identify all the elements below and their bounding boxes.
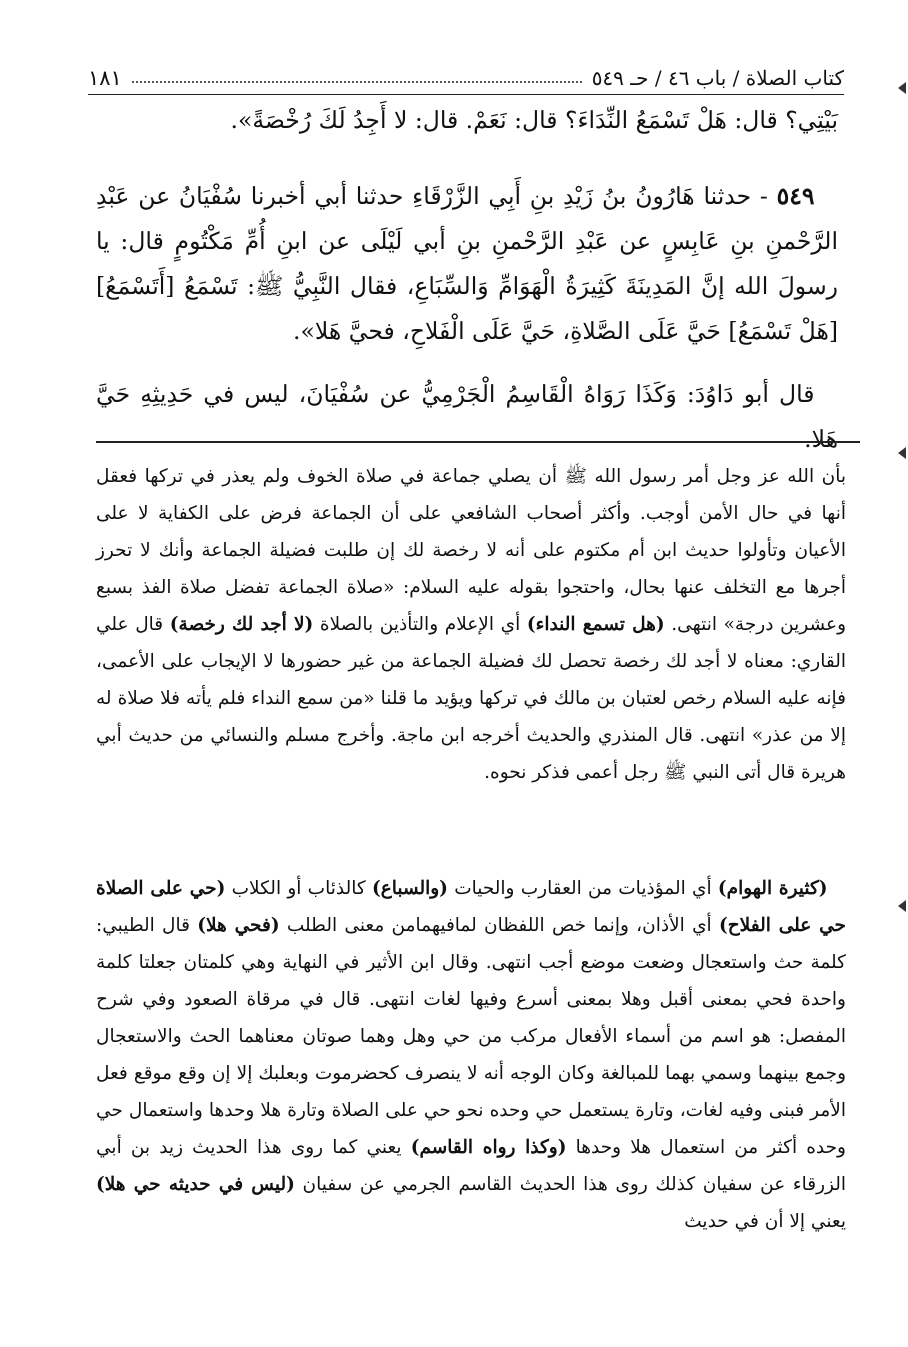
page-header bbox=[88, 58, 844, 95]
page-number: ١٨١ bbox=[88, 66, 122, 90]
hadith-text: - حدثنا هَارُونُ بنُ زَيْدِ بنِ أَبِي الزَّرْقَاءِ حدثنا أبي أخبرنا سُفْيَانُ عن عَبْدِ الرَّحْمنِ بنِ عَابِسٍ عن عَبْدِ الرَّحْمنِ بنِ أبي لَيْلَى عن ابنِ أُمِّ مَكْتُومٍ قال: يا رسولَ الله إنَّ المَدِينَةَ كَثِيرَةُ الْهَوَامِّ وَالسِّبَاعِ، فقال النَّبِيُّ ﷺ: تَسْمَعُ [أَتَسْمَعُ] [هَلْ تَسْمَعُ] حَيَّ عَلَى الصَّلاةِ، حَيَّ عَلَى الْفَلاحِ، فحيَّ هَلا». bbox=[96, 182, 838, 345]
edge-marker-icon bbox=[898, 82, 906, 94]
hadith-549 bbox=[96, 174, 838, 354]
commentary-paragraph-2 bbox=[96, 870, 846, 1240]
hadith-continuation bbox=[96, 98, 838, 143]
abu-dawud-note-text: قال أبو دَاوُدَ: وَكَذَا رَوَاهُ الْقَاسِمُ الْجَرْمِيُّ عن سُفْيَانَ، ليس في حَدِيثِهِ حَيَّ هَلا. bbox=[96, 380, 838, 453]
commentary-lemma: (كثيرة الهوام) bbox=[717, 878, 828, 899]
hadith-continuation-text: بَيْتِي؟ قال: هَلْ تَسْمَعُ النِّدَاءَ؟ قال: نَعَمْ. قال: لا أَجِدُ لَكَ رُخْصَةً». bbox=[230, 106, 838, 134]
commentary-text: قال علي القاري: معناه لا أجد لك رخصة تحصل لك فضيلة الجماعة من غير حضورها لا الإيجاب على الأعمى، فإنه عليه السلام رخص لعتبان بن مالك في تركها ويؤيد ما قلنا «من سمع النداء فلم يأته فلا صلاة له إلا من عذر» انتهى. قال المنذري والحديث أخرجه ابن ماجة. وأخرج مسلم والنسائي من حديث أبي هريرة قال أتى النبي ﷺ رجل أعمى فذكر نحوه. bbox=[96, 614, 846, 783]
commentary-text: بأن الله عز وجل أمر رسول الله ﷺ أن يصلي جماعة في صلاة الخوف ولم يعذر في تركها فعقل أنها في حال الأمن أوجب. وأكثر أصحاب الشافعي على أن الجماعة فرض على الكفاية لا على الأعيان وتأولوا حديث ابن أم مكتوم على أنه لا رخصة لك إن طلبت فضيلة الجماعة وأنك لا تحرز أجرها مع التخلف عنها بحال، واحتجوا بقوله عليه السلام: «صلاة الجماعة تفضل صلاة الفذ بسبع وعشرين درجة» انتهى. bbox=[96, 466, 846, 635]
running-title: كتاب الصلاة / باب ٤٦ / حـ ٥٤٩ bbox=[591, 66, 844, 90]
commentary-lemma: (والسباع) bbox=[371, 878, 448, 899]
commentary-text: يعني إلا أن في حديث bbox=[684, 1211, 846, 1232]
abu-dawud-note bbox=[96, 372, 838, 462]
edge-marker-icon bbox=[898, 900, 906, 912]
commentary-text: أي الأذان، وإنما خص اللفظان لمافيهمامن معنى الطلب bbox=[286, 915, 712, 936]
commentary-lemma: (فحي هلا) bbox=[197, 915, 280, 936]
header-dot-leader bbox=[132, 81, 582, 83]
commentary-paragraph-1 bbox=[96, 458, 846, 791]
commentary-text: قال الطيبي: كلمة حث واستعجال وضعت موضع أجب انتهى. وقال ابن الأثير في النهاية وهي كلمتان جعلتا كلمة واحدة فحي بمعنى أقبل وهلا بمعنى أسرع وفيها لغات انتهى. قال في مرقاة الصعود وفي شرح المفصل: هو اسم من أسماء الأفعال مركب من حي وهل وهما صوتان معناهما الحث والاستعجال وجمع بينهما وسمي بهما للمبالغة وكان الوجه أنه لا ينصرف كحضرموت وبعلبك إلا إن وقع موقع فعل الأمر فبنى وفيه لغات، وتارة يستعمل حي وحده نحو حي على الصلاة وتارة هلا وحدها واستعمال حي وحده أكثر من استعمال هلا وحدها bbox=[96, 915, 846, 1158]
footnote-divider bbox=[96, 441, 860, 443]
commentary-text: يعني كما روى هذا الحديث زيد بن أبي الزرقاء عن سفيان كذلك روى هذا الحديث القاسم الجرمي عن سفيان bbox=[96, 1137, 846, 1195]
commentary-lemma: (لا أجد لك رخصة) bbox=[169, 614, 314, 635]
commentary-lemma: (وكذا رواه القاسم) bbox=[410, 1137, 567, 1158]
commentary-text: أي الإعلام والتأذين بالصلاة bbox=[319, 614, 521, 635]
commentary-text: كالذئاب أو الكلاب bbox=[231, 878, 366, 899]
commentary-lemma: (حي على الصلاة حي على الفلاح) bbox=[96, 878, 846, 936]
hadith-number: ٥٤٩ bbox=[776, 182, 815, 210]
edge-marker-icon bbox=[898, 447, 906, 459]
commentary-lemma: (ليس في حديثه حي هلا) bbox=[96, 1174, 295, 1195]
commentary-lemma: (هل تسمع النداء) bbox=[526, 614, 665, 635]
commentary-text: أي المؤذيات من العقارب والحيات bbox=[454, 878, 712, 899]
